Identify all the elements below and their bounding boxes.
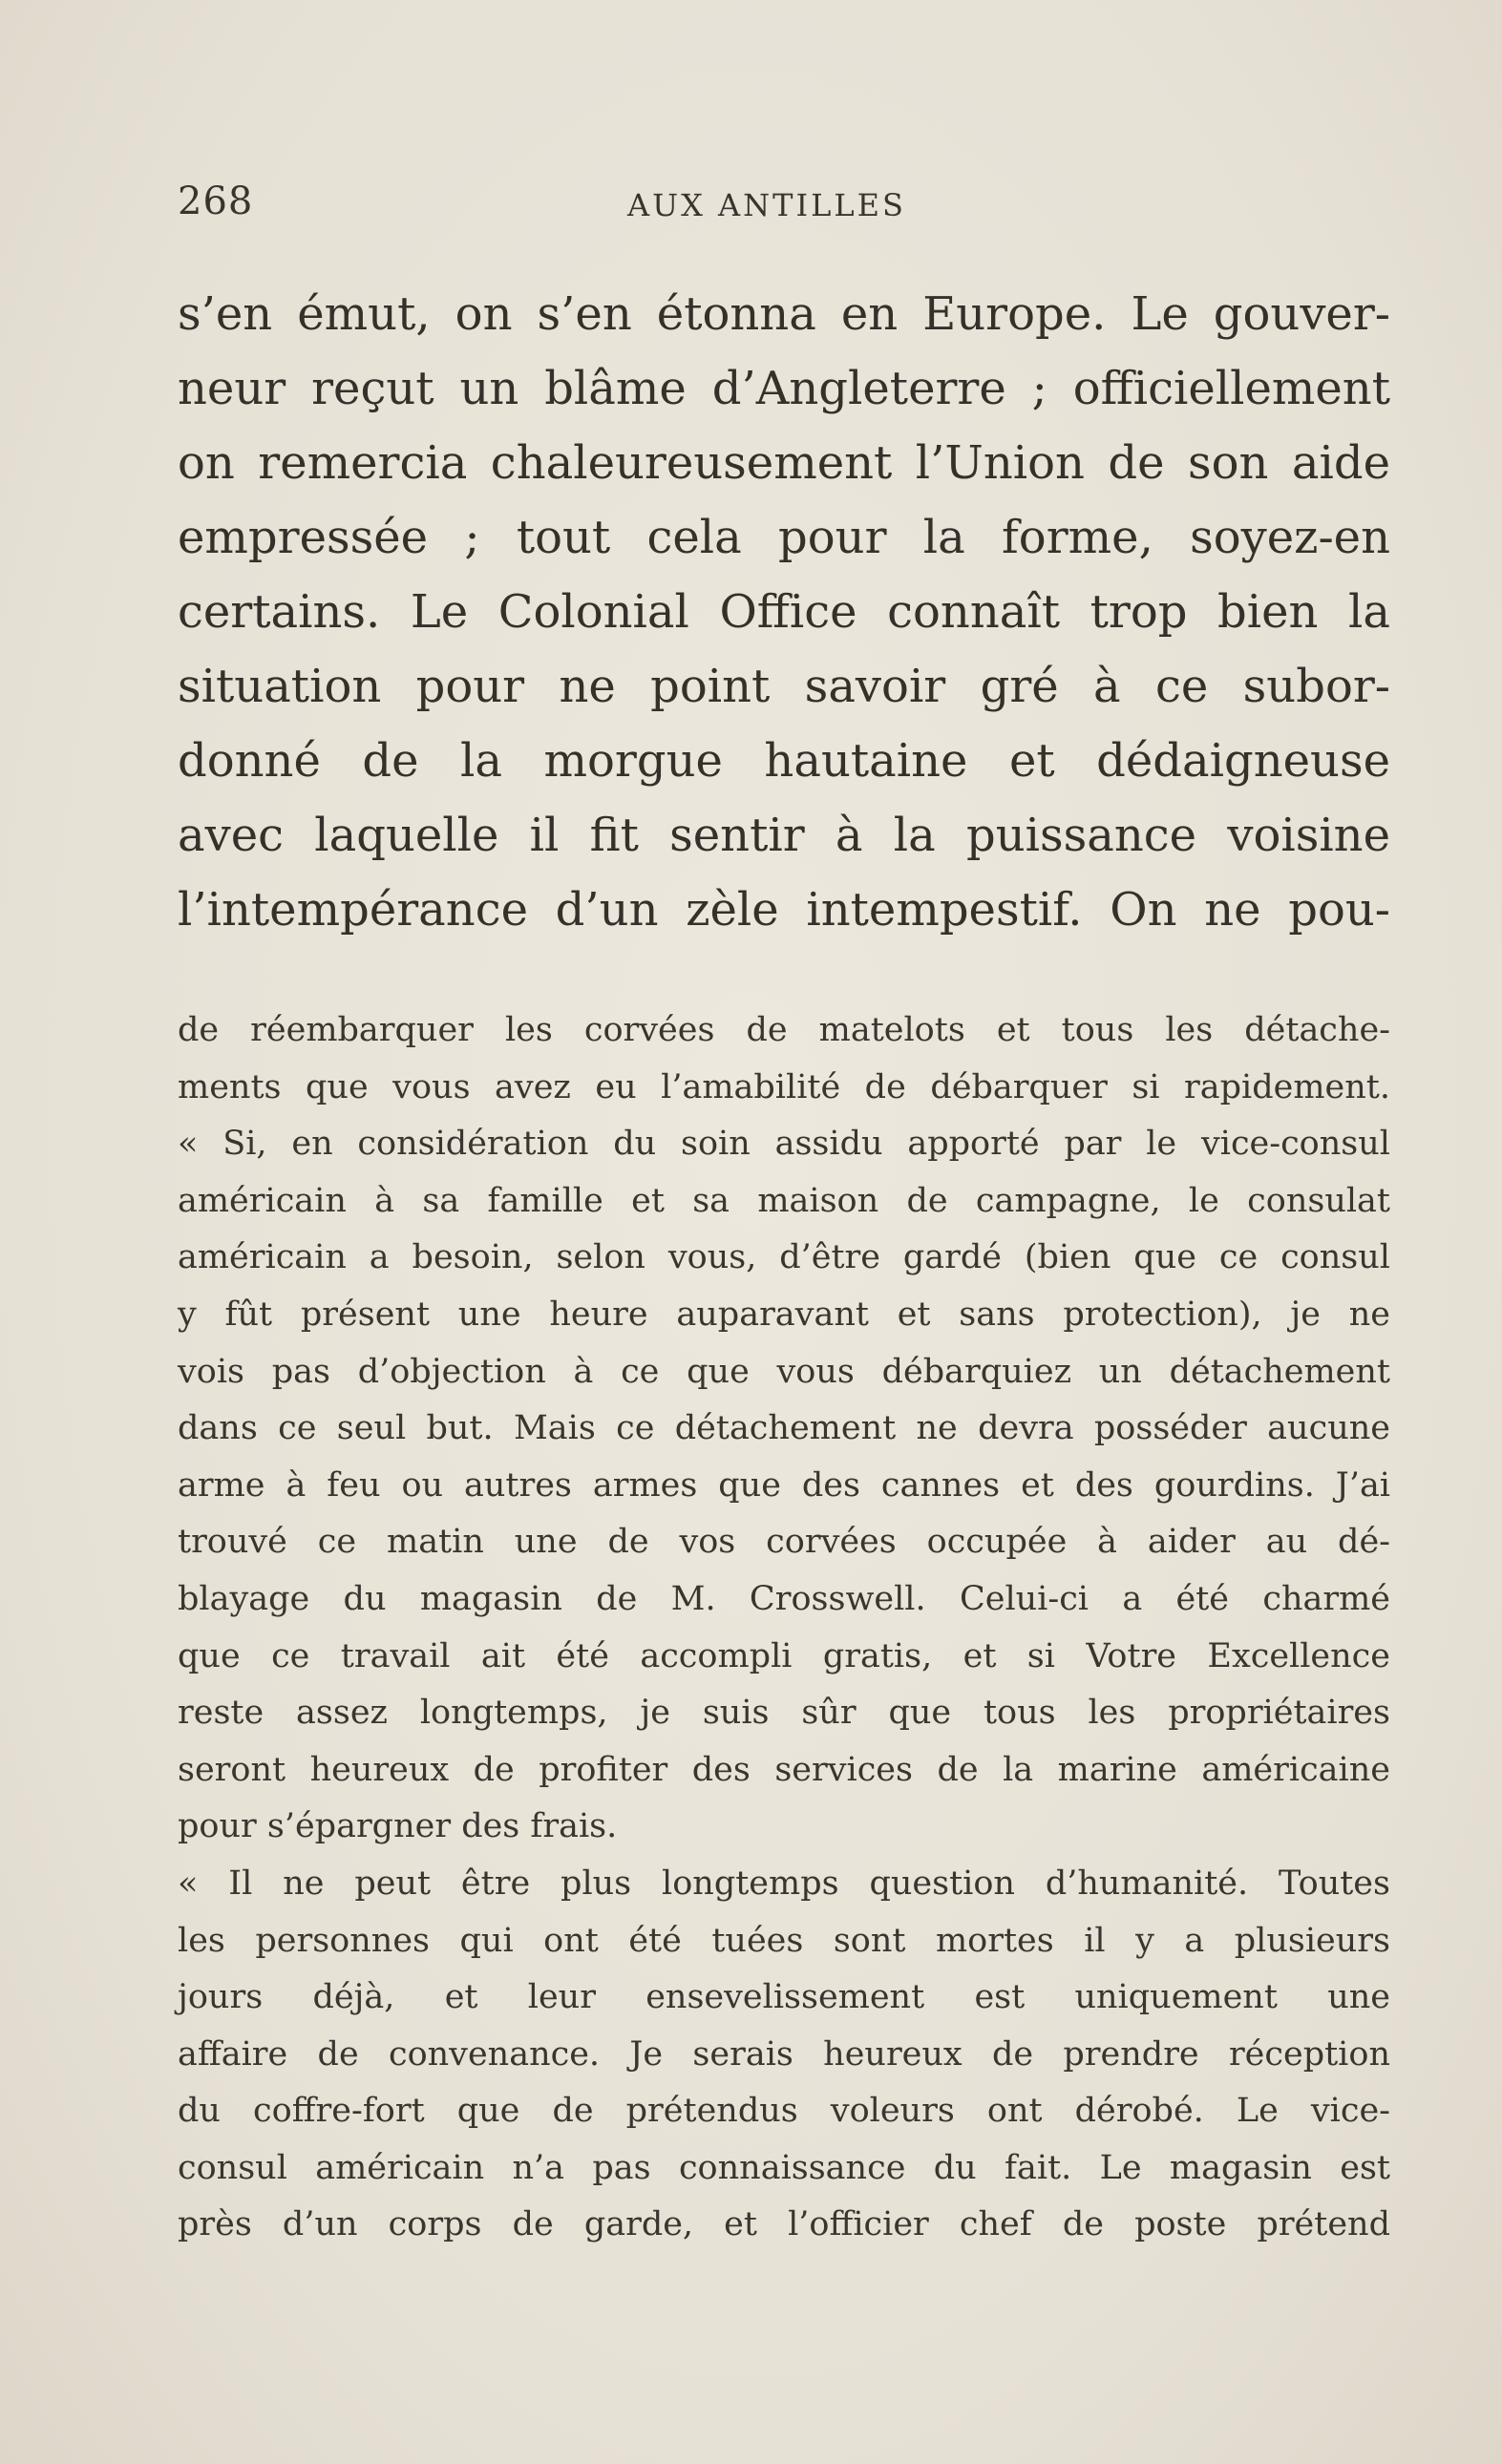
quote-line: blayage du magasin de M. Crosswell. Celui-ci a été charmé [178, 1579, 1390, 1618]
text-line: avec laquelle il fit sentir à la puissance voisine [178, 809, 1390, 862]
quote-line: du coffre-fort que de prétendus voleurs ont dérobé. Le vice- [178, 2092, 1390, 2131]
quote-line: pour s’épargner des frais. [178, 1807, 618, 1846]
quote-line: de réembarquer les corvées de matelots et tous les détache- [178, 1011, 1390, 1049]
quote-line: reste assez longtemps, je suis sûr que tous les propriétaires [178, 1694, 1390, 1733]
quoted-letter [178, 1002, 1390, 2254]
quote-line: vois pas d’objection à ce que vous débarquiez un détachement [178, 1352, 1390, 1391]
text-line: on remercia chaleureusement l’Union de son aide [178, 436, 1390, 490]
text-line: donné de la morgue hautaine et dédaigneuse [178, 734, 1390, 788]
text-line: situation pour ne point savoir gré à ce subor- [178, 660, 1390, 713]
text-line: s’en émut, on s’en étonna en Europe. Le gouver- [178, 287, 1390, 341]
text-line: l’intempérance d’un zèle intempestif. On ne pou- [178, 883, 1390, 937]
quote-line: les personnes qui ont été tuées sont mortes il y a plusieurs [178, 1921, 1390, 1960]
text-line: certains. Le Colonial Office connaît trop bien la [178, 585, 1390, 639]
page-number: 268 [178, 179, 254, 223]
quote-line: affaire de convenance. Je serais heureux de prendre réception [178, 2034, 1390, 2074]
quote-line: arme à feu ou autres armes que des cannes et des gourdins. J’ai [178, 1465, 1390, 1505]
quote-line: jours déjà, et leur ensevelissement est uniquement une [178, 1978, 1390, 2017]
quote-line: consul américain n’a pas connaissance du fait. Le magasin est [178, 2148, 1390, 2187]
quote-line: ments que vous avez eu l’amabilité de débarquer si rapidement. [178, 1067, 1390, 1106]
quote-line: « Si, en considération du soin assidu apporté par le vice-consul [178, 1125, 1390, 1164]
quote-line: « Il ne peut être plus longtemps question d’humanité. Toutes [178, 1864, 1390, 1903]
running-title: AUX ANTILLES [627, 187, 906, 223]
quote-line: américain a besoin, selon vous, d’être gardé (bien que ce consul [178, 1238, 1390, 1277]
page-header [178, 179, 1390, 227]
quote-line: seront heureux de profiter des services de la marine américaine [178, 1750, 1390, 1789]
text-line: empressée ; tout cela pour la forme, soyez-en [178, 511, 1390, 564]
main-paragraph [178, 277, 1390, 947]
quote-line: américain à sa famille et sa maison de campagne, le consulat [178, 1181, 1390, 1220]
text-line: neur reçut un blâme d’Angleterre ; officiellement [178, 362, 1390, 415]
quote-line: trouvé ce matin une de vos corvées occupée à aider au dé- [178, 1523, 1390, 1562]
quote-line: y fût présent une heure auparavant et sans protection), je ne [178, 1295, 1390, 1334]
quote-line: dans ce seul but. Mais ce détachement ne devra posséder aucune [178, 1409, 1390, 1448]
quote-line: que ce travail ait été accompli gratis, et si Votre Excellence [178, 1636, 1390, 1675]
quote-line: près d’un corps de garde, et l’officier chef de poste prétend [178, 2205, 1390, 2244]
